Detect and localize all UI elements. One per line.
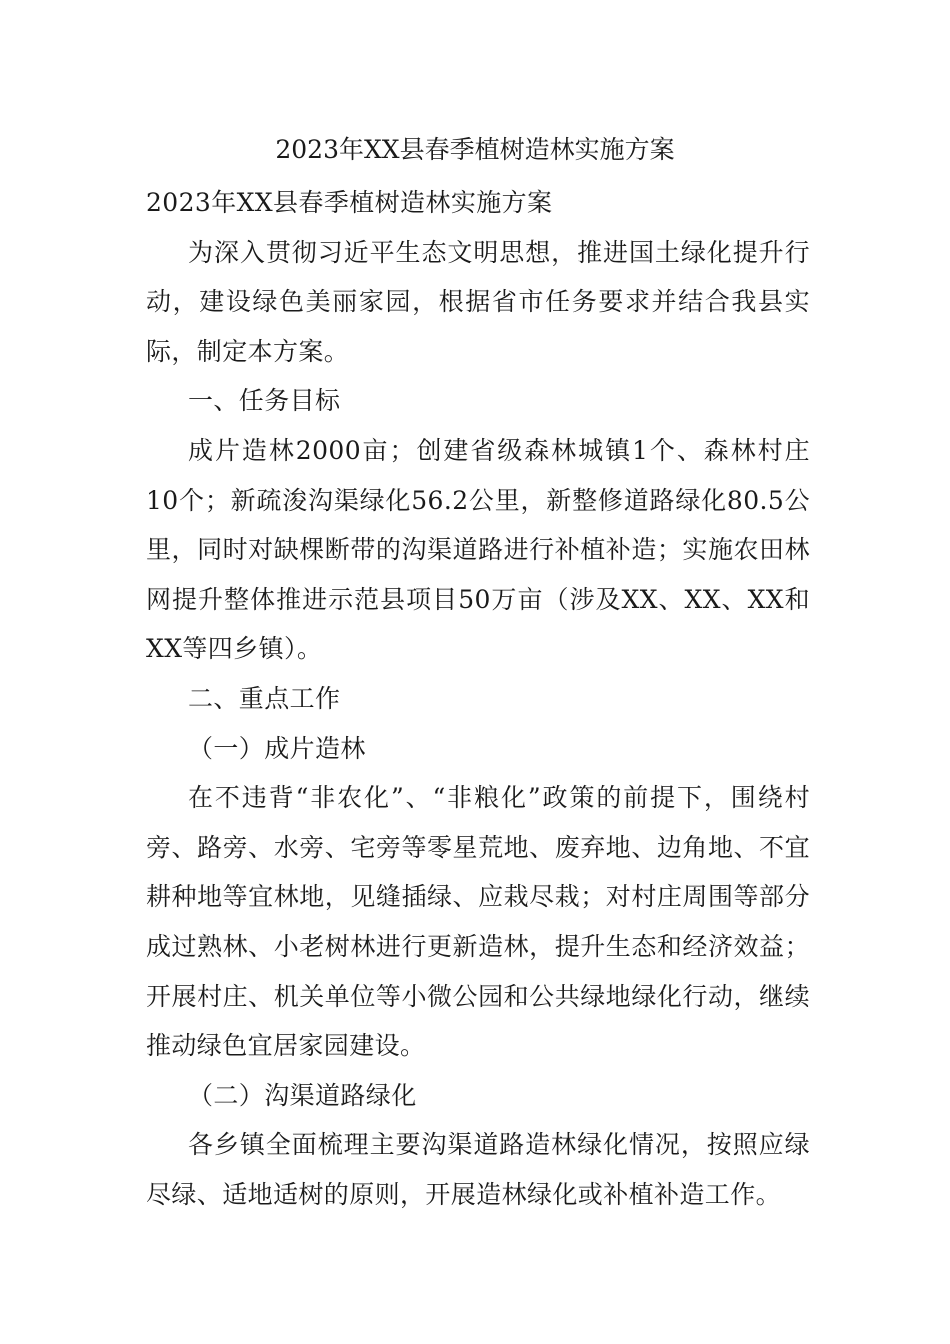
- intro-paragraph: 为深入贯彻习近平生态文明思想，推进国土绿化提升行动，建设绿色美丽家园，根据省市任务要求并结合我县实际，制定本方案。: [146, 237, 810, 366]
- section-heading-goals: 一、任务目标: [188, 386, 341, 416]
- subsection-heading-afforestation: （一）成片造林: [188, 733, 366, 763]
- subsection-heading-ditch-road-greening: （二）沟渠道路绿化: [188, 1080, 417, 1110]
- document-body: [146, 178, 810, 1219]
- afforestation-paragraph: 在不违背“非农化”、“非粮化”政策的前提下，围绕村旁、路旁、水旁、宅旁等零星荒地、废弃地、边角地、不宜耕种地等宜林地，见缝插绿、应栽尽栽；对村庄周围等部分成过熟林、小老树林进行更新造林，提升生态和经济效益；开展村庄、机关单位等小微公园和公共绿地绿化行动，继续推动绿色宜居家园建设。: [146, 783, 810, 1061]
- goals-paragraph: 成片造林2000亩；创建省级森林城镇1个、森林村庄10个；新疏浚沟渠绿化56.2公里，新整修道路绿化80.5公里，同时对缺棵断带的沟渠道路进行补植补造；实施农田林网提升整体推进示范县项目50万亩（涉及XX、XX、XX和XX等四乡镇）。: [146, 435, 810, 664]
- document-title: 2023年XX县春季植树造林实施方案: [275, 135, 675, 164]
- ditch-road-greening-paragraph: 各乡镇全面梳理主要沟渠道路造林绿化情况，按照应绿尽绿、适地适树的原则，开展造林绿化或补植补造工作。: [146, 1130, 810, 1209]
- section-heading-key-work: 二、重点工作: [188, 683, 341, 713]
- document-subtitle: 2023年XX县春季植树造林实施方案: [146, 188, 553, 217]
